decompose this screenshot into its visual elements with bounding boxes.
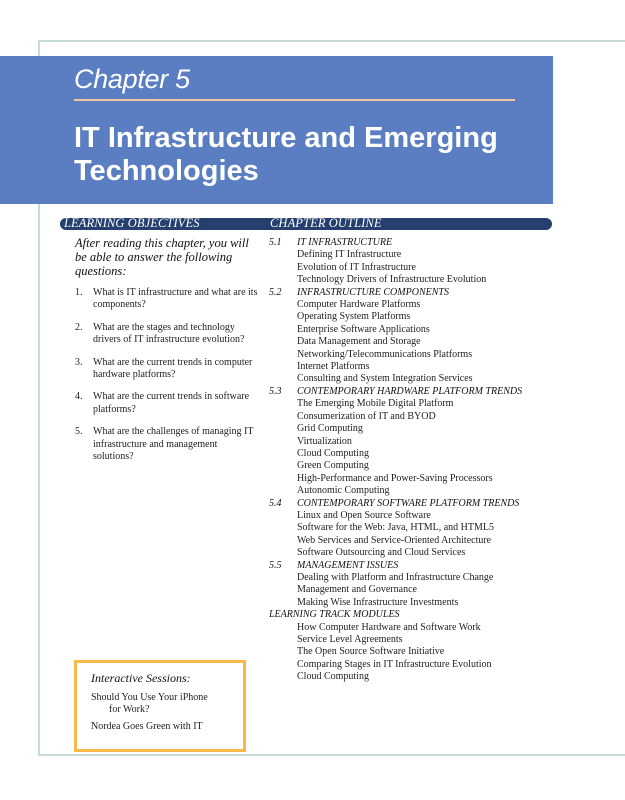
learning-track-modules bbox=[269, 609, 559, 683]
outline-topic: Defining IT Infrastructure bbox=[297, 249, 402, 261]
outline-topic: Grid Computing bbox=[297, 423, 363, 435]
outline-topic: Technology Drivers of Infrastructure Evolution bbox=[297, 274, 487, 286]
learning-track-item: How Computer Hardware and Software Work bbox=[297, 621, 481, 633]
interactive-session-item: Nordea Goes Green with IT bbox=[91, 721, 203, 732]
outline-topic: Green Computing bbox=[297, 460, 369, 472]
learning-track-item: The Open Source Software Initiative bbox=[297, 646, 445, 658]
outline-topic: Autonomic Computing bbox=[297, 485, 390, 497]
outline-topic: Virtualization bbox=[297, 435, 352, 447]
learning-objectives-intro: After reading this chapter, you will be able to answer the following questions: bbox=[75, 236, 249, 278]
outline-topic: The Emerging Mobile Digital Platform bbox=[297, 398, 454, 410]
outline-topic: Management and Governance bbox=[297, 584, 417, 596]
outline-topic: Operating System Platforms bbox=[297, 311, 411, 323]
learning-objective-number: 5. bbox=[75, 426, 83, 438]
outline-section-heading bbox=[269, 237, 559, 249]
outline-topic: Cloud Computing bbox=[297, 447, 369, 459]
outline-section bbox=[269, 560, 559, 610]
outline-topic: Software for the Web: Java, HTML, and HTML5 bbox=[297, 522, 495, 534]
outline-topic: Linux and Open Source Software bbox=[297, 509, 431, 521]
learning-objective-item bbox=[75, 391, 260, 416]
learning-track-item: Comparing Stages in IT Infrastructure Evolution bbox=[297, 658, 492, 670]
outline-section-title: CONTEMPORARY HARDWARE PLATFORM TRENDS bbox=[297, 385, 523, 397]
outline-section bbox=[269, 237, 559, 287]
outline-section bbox=[269, 287, 559, 386]
chapter-outline bbox=[269, 237, 559, 684]
learning-objective-text: What are the current trends in software platforms? bbox=[93, 391, 250, 415]
learning-track-heading: LEARNING TRACK MODULES bbox=[269, 609, 400, 621]
outline-section-title: MANAGEMENT ISSUES bbox=[297, 559, 399, 571]
interactive-sessions-title: Interactive Sessions: bbox=[91, 671, 191, 685]
outline-topic: Evolution of IT Infrastructure bbox=[297, 261, 416, 273]
learning-objective-item bbox=[75, 426, 260, 463]
outline-section-number: 5.5 bbox=[269, 559, 282, 571]
outline-section-number: 5.1 bbox=[269, 237, 282, 248]
outline-section-number: 5.4 bbox=[269, 497, 282, 509]
outline-section-number: 5.3 bbox=[269, 385, 282, 397]
learning-track-item: Cloud Computing bbox=[297, 671, 369, 683]
outline-section-heading bbox=[269, 560, 559, 572]
learning-objective-item bbox=[75, 357, 260, 382]
header-divider bbox=[74, 99, 515, 101]
learning-track-item: Service Level Agreements bbox=[297, 634, 403, 645]
learning-objectives-list bbox=[75, 287, 260, 473]
learning-objective-text: What are the current trends in computer hardware platforms? bbox=[93, 356, 253, 381]
outline-topic: Consulting and System Integration Services bbox=[297, 373, 473, 385]
learning-objective-number: 1. bbox=[75, 287, 83, 298]
learning-objective-item bbox=[75, 287, 260, 312]
learning-objective-number: 3. bbox=[75, 356, 83, 368]
outline-topic: Making Wise Infrastructure Investments bbox=[297, 596, 459, 608]
outline-topic: Data Management and Storage bbox=[297, 336, 421, 348]
outline-topic: Web Services and Service-Oriented Architecture bbox=[297, 534, 492, 546]
learning-objective-text: What is IT infrastructure and what are its components? bbox=[93, 287, 258, 311]
outline-section bbox=[269, 386, 559, 498]
outline-section bbox=[269, 498, 559, 560]
chapter-number: Chapter 5 bbox=[74, 64, 190, 94]
outline-topic: Enterprise Software Applications bbox=[297, 323, 430, 335]
outline-topic: Computer Hardware Platforms bbox=[297, 299, 421, 311]
outline-topic: Dealing with Platform and Infrastructure Change bbox=[297, 571, 494, 583]
outline-section-title: CONTEMPORARY SOFTWARE PLATFORM TRENDS bbox=[297, 497, 520, 509]
outline-topic: Internet Platforms bbox=[297, 361, 370, 373]
outline-section-heading bbox=[269, 386, 559, 398]
outline-topic: Consumerization of IT and BYOD bbox=[297, 410, 436, 422]
page-frame-top bbox=[38, 40, 625, 42]
interactive-sessions-box bbox=[74, 660, 246, 752]
learning-objective-number: 4. bbox=[75, 391, 83, 403]
outline-section-heading bbox=[269, 287, 559, 299]
outline-section-number: 5.2 bbox=[269, 286, 282, 298]
learning-objective-item bbox=[75, 322, 260, 347]
learning-objectives-label: LEARNING OBJECTIVES bbox=[64, 216, 200, 230]
chapter-title: IT Infrastructure and Emerging Technologies bbox=[74, 122, 498, 187]
learning-objective-number: 2. bbox=[75, 321, 83, 333]
outline-section-title: IT INFRASTRUCTURE bbox=[297, 237, 393, 248]
interactive-session-item: Should You Use Your iPhone for Work? bbox=[91, 692, 208, 716]
outline-topic: Networking/Telecommunications Platforms bbox=[297, 348, 473, 360]
outline-topic: Software Outsourcing and Cloud Services bbox=[297, 547, 466, 559]
outline-section-heading bbox=[269, 498, 559, 510]
learning-objective-text: What are the challenges of managing IT infrastructure and management solutions? bbox=[93, 426, 254, 463]
page-frame-bottom bbox=[38, 754, 625, 756]
chapter-outline-label: CHAPTER OUTLINE bbox=[270, 216, 382, 230]
learning-objective-text: What are the stages and technology drivers of IT infrastructure evolution? bbox=[93, 321, 245, 346]
outline-section-title: INFRASTRUCTURE COMPONENTS bbox=[297, 286, 449, 298]
outline-topic: High-Performance and Power-Saving Processors bbox=[297, 472, 493, 484]
